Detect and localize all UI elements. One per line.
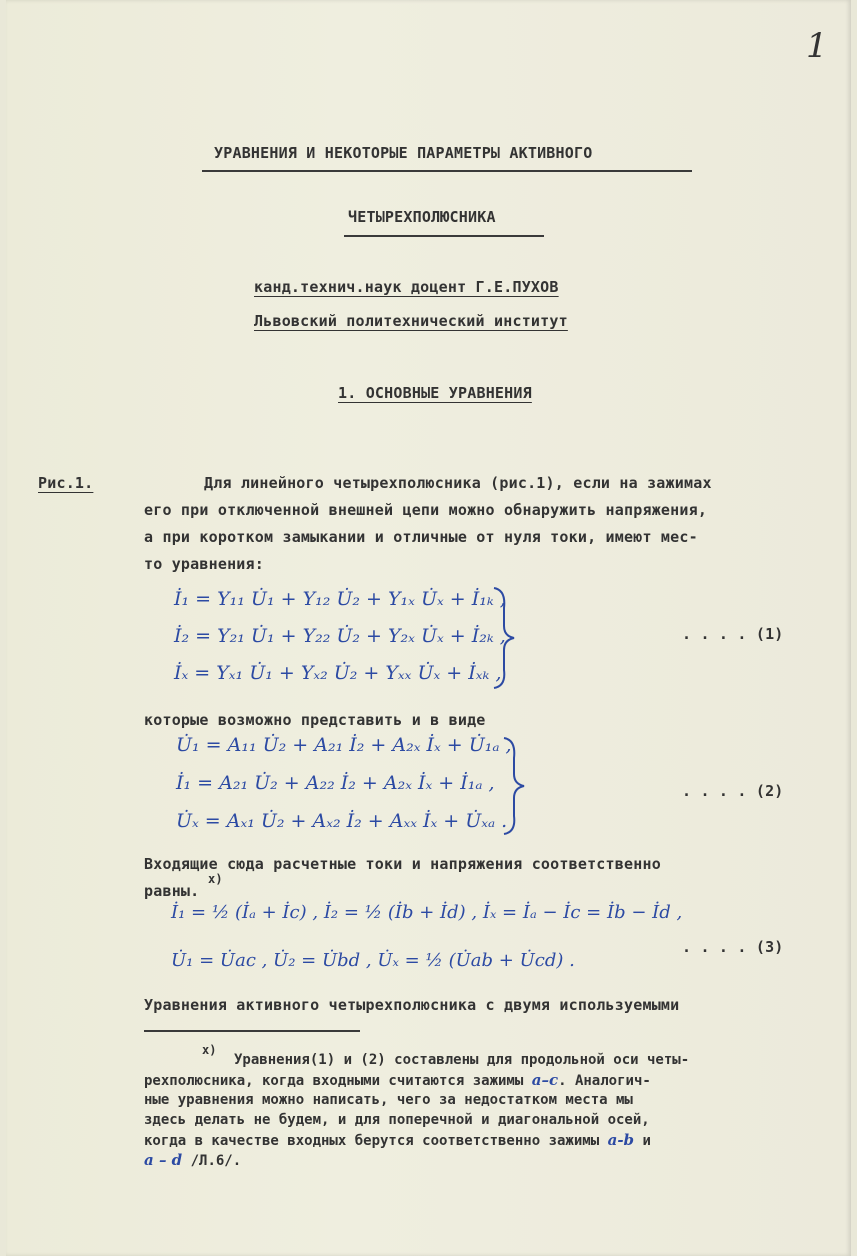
para1-line-2: его при отключенной внешней цепи можно обнаружить напряжения, xyxy=(144,501,708,519)
footnote-line-2-text: рехполюсника, когда входными считаются зажимы xyxy=(144,1073,524,1089)
author-line: канд.технич.наук доцент Г.Е.ПУХОВ xyxy=(254,278,559,296)
footnote-line-4: здесь делать не будем, и для поперечной и диагональной осей, xyxy=(144,1112,650,1128)
footnote-line-1: Уравнения(1) и (2) составлены для продольной оси четы- xyxy=(234,1052,690,1068)
document-page xyxy=(6,0,851,1256)
footnote-line-3: ные уравнения можно написать, чего за недостатком места мы xyxy=(144,1092,633,1108)
footnote-mark: x) xyxy=(202,1043,217,1057)
margin-figure-ref: Рис.1. xyxy=(38,474,94,492)
para4-line: Уравнения активного четырехполюсника с двумя используемыми xyxy=(144,996,680,1014)
para1-line-3: а при коротком замыкании и отличные от нуля токи, имеют мес- xyxy=(144,528,698,546)
eq2-line-2: İ₁ = A₂₁ U̇₂ + A₂₂ İ₂ + A₂ₓ İₓ + İ₁ₐ , xyxy=(176,772,495,794)
eq1-line-1: İ₁ = Y₁₁ U̇₁ + Y₁₂ U̇₂ + Y₁ₓ U̇ₓ + İ₁ₖ , xyxy=(174,588,506,610)
eq2-line-3: U̇ₓ = Aₓ₁ U̇₂ + Aₓ₂ İ₂ + Aₓₓ İₓ + U̇ₓₐ . xyxy=(176,810,508,832)
para1-line-4: то уравнения: xyxy=(144,555,264,573)
footnote-separator xyxy=(144,1030,360,1032)
para3-line-1: Входящие сюда расчетные токи и напряжения соответственно xyxy=(144,855,661,873)
eq2-line-1: U̇₁ = A₁₁ U̇₂ + A₂₁ İ₂ + A₂ₓ İₓ + U̇₁ₐ , xyxy=(176,734,512,756)
eq1-line-3: İₓ = Yₓ₁ U̇₁ + Yₓ₂ U̇₂ + Yₓₓ U̇ₓ + İₓₖ , xyxy=(174,662,502,684)
footnote-line-5 xyxy=(144,1130,651,1151)
page-number: 1 xyxy=(806,26,828,66)
footnote-line-5-tail: и xyxy=(642,1133,651,1149)
footnote-line-2-tail: . Аналогич- xyxy=(558,1073,651,1089)
footnote-line-6-hand: a – d xyxy=(144,1151,183,1169)
eq2-number: . . . . (2) xyxy=(682,782,784,800)
para3-line-2: равны. xyxy=(144,882,200,900)
eq1-brace xyxy=(490,586,520,690)
footnote-line-2 xyxy=(144,1070,651,1091)
footnote-line-2-hand: a–c xyxy=(531,1071,559,1089)
section-heading: 1. ОСНОВНЫЕ УРАВНЕНИЯ xyxy=(338,384,532,402)
institution-line: Львовский политехнический институт xyxy=(254,312,568,330)
title-underline-2 xyxy=(344,235,544,237)
eq1-line-2: İ₂ = Y₂₁ U̇₁ + Y₂₂ U̇₂ + Y₂ₓ U̇ₓ + İ₂ₖ , xyxy=(174,625,506,647)
para1-line-1: Для линейного четырехполюсника (рис.1), если на зажимах xyxy=(204,474,712,492)
eq2-brace xyxy=(500,736,530,836)
eq1-number: . . . . (1) xyxy=(682,625,784,643)
eq3-line-2: U̇₁ = U̇ac , U̇₂ = U̇bd , U̇ₓ = ½ (U̇ab + U̇cd) . xyxy=(171,950,575,971)
title-line-2: ЧЕТЫРЕХПОЛЮСНИКА xyxy=(348,208,496,226)
eq3-line-1: İ₁ = ½ (İₐ + İc) , İ₂ = ½ (İb + İd) , İₓ = İₐ − İc = İb − İd , xyxy=(171,902,683,923)
footnote-line-6 xyxy=(144,1150,241,1171)
title-line-1: УРАВНЕНИЯ И НЕКОТОРЫЕ ПАРАМЕТРЫ АКТИВНОГО xyxy=(214,144,593,162)
eq3-number: . . . . (3) xyxy=(682,938,784,956)
footnote-marker: x) xyxy=(208,872,223,886)
footnote-line-6-text: /Л.6/. xyxy=(190,1153,242,1169)
para2-line: которые возможно представить и в виде xyxy=(144,711,486,729)
title-underline-1 xyxy=(202,170,692,172)
footnote-line-5-hand: a-b xyxy=(607,1131,635,1149)
footnote-line-5-text: когда в качестве входных берутся соответственно зажимы xyxy=(144,1133,600,1149)
